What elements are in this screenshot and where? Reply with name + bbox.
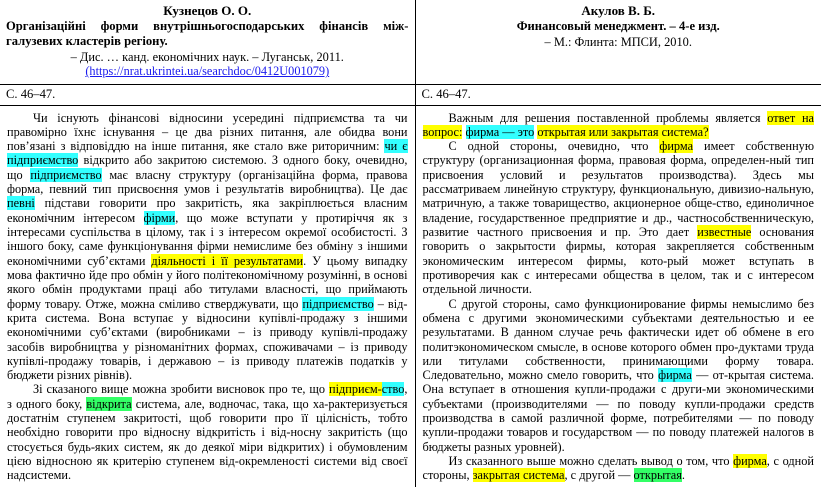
left-paragraph-1: Чи існують фінансові відносини усередині підприємства та чи правомірно їхнє існування – це два різних питання, але обидва вони пов’язані з відповіддю на інше питання, яке стало вже риторичним: чи є підприємство відкрито або закритою системою. З одного боку, очевидно, що підприємство має власну структуру (організаційна форма, правова форма, певний тип присвоєння умов і результатів виробництва). Це дає певні підстави говорити про закритість, яка закріплюється власним економічним інтересом фірми, що може вступати у протиріччя як з інтересами суспільства в цілому, так і з інтересом окремої особистості. З іншого боку, саме функціонування фірми немислиме без обміну з іншими економічними суб’єктами діяльності і її результатами. У цьому випадку мова фактично йде про обмін у його політекономічному розумінні, в основі якого обмін продуктами праці або титулами власності, що приймають форму товару. Отже, можна сміливо стверджувати, що підприємство – від-крита система. Вона вступає у відносини купівлі-продажу з іншими економічними суб’єктами (виробниками – із приводу купівлі-продажу засобів виробництва у різноманітних формах, споживачами – із приводу купівлі-продажу товарів, і державою – із приводу платежів податків у бюджети різних рівнів).	[7, 110, 408, 383]
right-body-cell	[415, 105, 821, 487]
left-source-link[interactable]: (https://nrat.ukrintei.ua/searchdoc/0412U001079)	[85, 64, 330, 79]
right-author: Акулов В. Б.	[581, 3, 656, 18]
left-source-header-cell	[0, 0, 415, 84]
left-body-text	[0, 106, 415, 487]
right-paragraph-1: Важным для решения поставленной проблемы является ответ на вопрос: фирма — это открытая или закрытая система?	[422, 110, 814, 139]
left-paragraph-2: Зі сказаного вище можна зробити висновок про те, що підприєм-ство, з одного боку, відкрита система, але, водночас, така, що ха-рактеризується достатнім ступенем закритості, щоб говорити про її цілісність, тобто необхідно говорити про відносну відкритість і від-носну закритість (що стосується будь-яких систем, як до деякої міри відкритих) і обумовленим цією відносною як критерію ступенем від-окремленості системи від своєї надсистеми.	[7, 382, 408, 483]
header-row	[0, 0, 821, 84]
left-imprint: – Дис. … канд. економічних наук. – Луганськ, 2011.	[70, 49, 344, 64]
body-row	[0, 105, 821, 487]
right-source-header-cell	[415, 0, 821, 84]
left-author: Кузнецов О. О.	[163, 3, 252, 18]
left-pagenum: С. 46–47.	[6, 86, 56, 101]
right-imprint: – М.: Флинта: МПСИ, 2010.	[544, 34, 692, 49]
right-paragraph-2: С одной стороны, очевидно, что фирма имеет собственную структуру (организационная форма, правовая форма, определен-ный тип присвоения условий и результатов производства). Здесь мы рассматриваем линейную структуру, функциональную, дивизио-нальную, матричную, а также товарищество, акционерное обще-ство, единоличное владение, государственное предприятие и др., частнособственническую, развитие частного присвоения и пр. Это дает известные основания говорить о закрытости фирмы, которая закрепляется собственным экономическим интересом фирмы, кото-рый может вступать в противоречия как с интересами общества в целом, так и с интересом отдельной личности.	[422, 139, 815, 297]
left-title: Організаційні форми внутрішньогосподарських фінансів між-галузевих кластерів регіону.	[6, 19, 409, 48]
pagenum-row	[0, 84, 821, 105]
right-title: Финансовый менеджмент. – 4-е изд.	[516, 19, 720, 34]
left-pagenum-cell	[0, 84, 415, 105]
right-paragraph-4: Из сказанного выше можно сделать вывод о том, что фирма, с одной стороны, закрытая система, с другой — открытая.	[422, 454, 814, 483]
right-pagenum-cell	[415, 84, 821, 105]
right-pagenum: С. 46–47.	[421, 86, 471, 101]
right-body-text	[416, 106, 821, 487]
left-body-cell	[0, 105, 415, 487]
right-paragraph-3: С другой стороны, само функционирование фирмы немыслимо без обмена с другими экономическими субъектами деятельностью и ее результатами. В данном случае речь фактически идет об обмене в его политэкономическом смысле, в основе которого обмен про-дуктами труда или титулами собственности, принимающими форму товара. Следовательно, можно смело говорить, что фирма — от-крытая система. Она вступает в отношения купли-продажи с други-ми экономическими субъектами (производителями — по поводу купли-продажи средств производства в самой различной форме, потребителями — по поводу купли-продажи товаров и государством — по поводу платежей налогов в бюджеты разных уровней).	[422, 296, 814, 454]
